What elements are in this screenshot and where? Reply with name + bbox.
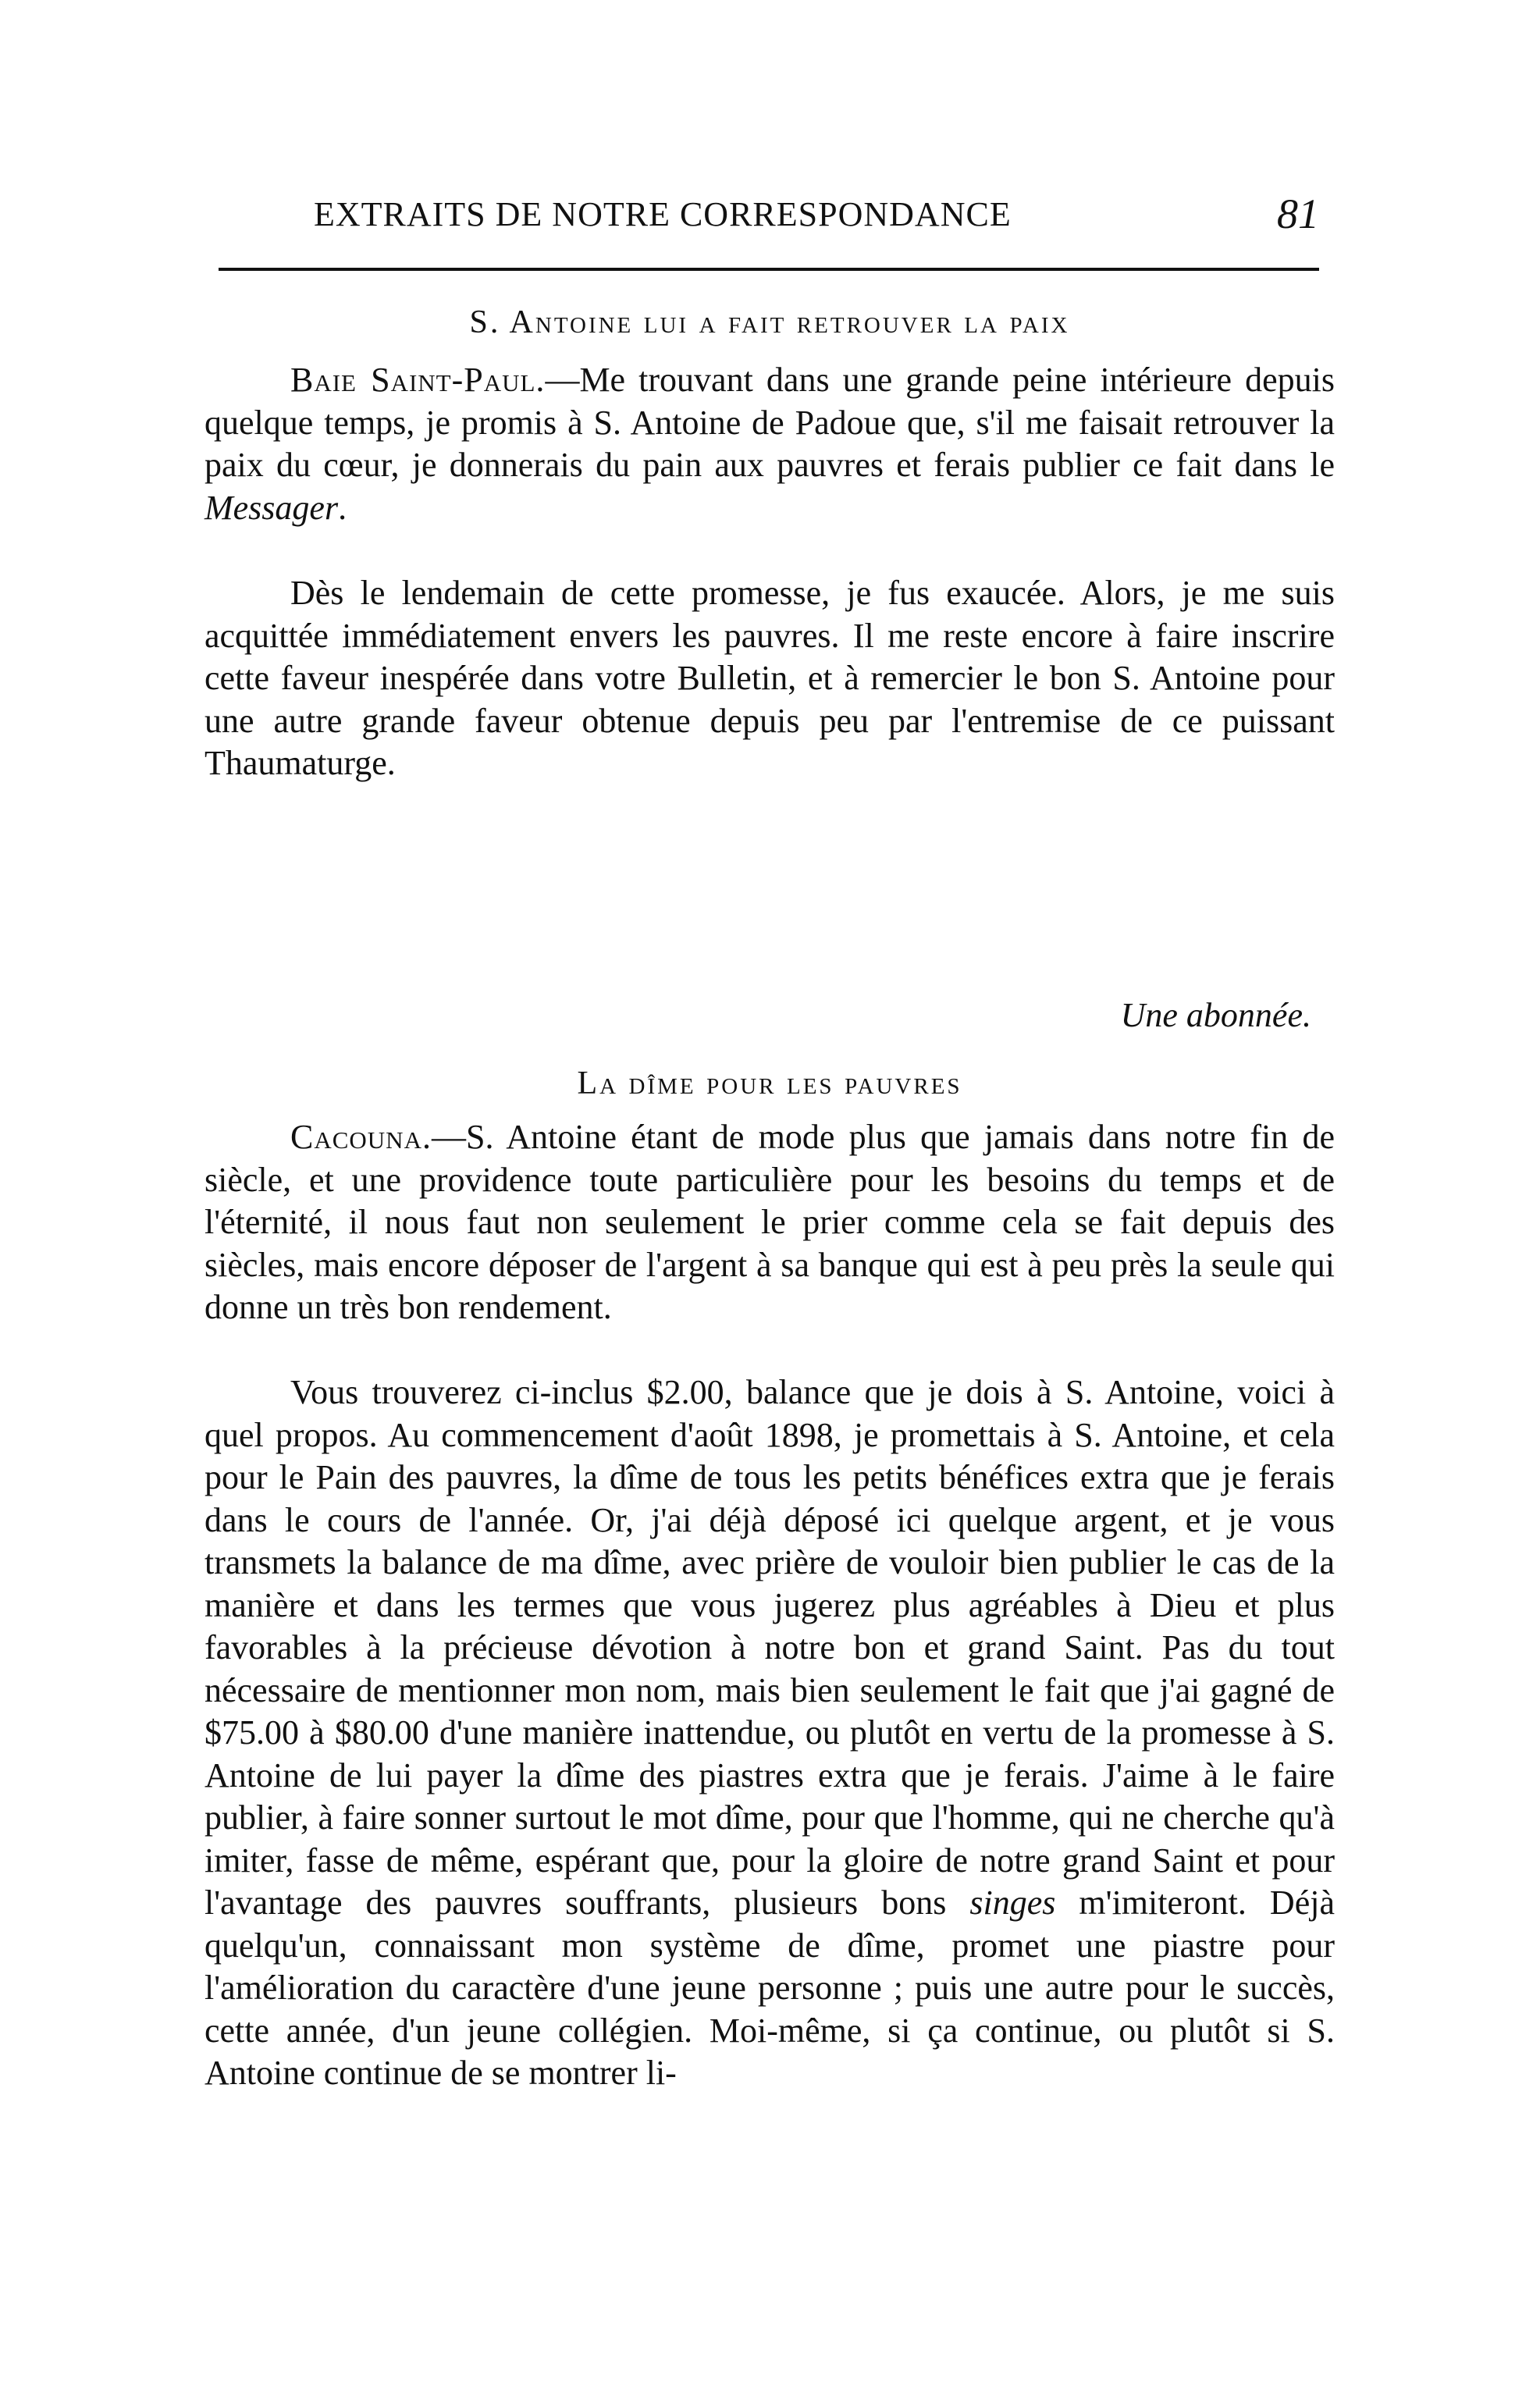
paragraph-text: Vous trouverez ci-inclus $2.00, balance que je dois à S. Antoine, voici à quel propos. Au commencement d'août 1898, je promettais à S. Antoine, et cela pour le Pain des pauvres, la dîme de tous les petits bénéfices extra que je ferais dans le cours de l'année. Or, j'ai déjà déposé ici quelque argent, et je vous transmets la balance de ma dîme, avec prière de vouloir bien publier le cas de la manière et dans les termes que vous jugerez plus agréables à Dieu et plus favorables à la précieuse dévotion à notre bon et grand Saint. Pas du tout nécessaire de mentionner mon nom, mais bien seulement le fait que j'ai gagné de $75.00 à $80.00 d'une manière inattendue, ou plutôt en vertu de la promesse à S. Antoine de lui payer la dîme des piastres extra que je ferais. J'aime à le faire publier, à faire sonner surtout le mot dîme, pour que l'homme, qui ne cherche qu'à imiter, fasse de même, espérant que, pour la gloire de notre grand Saint et pour l'avantage des pauvres souffrants, plusieurs bons [205, 1373, 1335, 1922]
section-heading: La dîme pour les pauvres [577, 1065, 962, 1101]
section-heading: S. Antoine lui a fait retrouver la paix [469, 304, 1070, 340]
place-name: Cacouna. [290, 1118, 432, 1156]
signature: Une abonnée. [1120, 996, 1311, 1034]
paragraph [205, 359, 1335, 529]
paragraph-tail: . [338, 488, 347, 527]
running-title: EXTRAITS DE NOTRE CORRESPONDANCE [314, 195, 1012, 233]
paragraph-text: —S. Antoine étant de mode plus que jamais dans notre fin de siècle, et une providence toute particulière pour les besoins du temps et de l'éternité, il nous faut non seulement le prier comme cela se fait depuis des siècles, mais encore déposer de l'argent à sa banque qui est à peu près la seule qui donne un très bon rendement. [205, 1118, 1335, 1326]
running-header [205, 183, 1335, 246]
book-page [205, 183, 1335, 2092]
page-number: 81 [1277, 190, 1319, 237]
header-rule [219, 268, 1319, 271]
place-name: Baie Saint-Paul. [290, 361, 546, 399]
italic-title: Messager [205, 488, 339, 527]
italic-word: singes [969, 1883, 1056, 1922]
paragraph-text: m'imiteront. Déjà quelqu'un, connaissant mon système de dîme, promet une piastre pour l'amélioration du caractère d'une jeune personne ; puis une autre pour le succès, cette année, d'un jeune collégien. Moi-même, si ça continue, ou plutôt si S. Antoine continue de se montrer li- [205, 1883, 1335, 2092]
paragraph [205, 1116, 1335, 1329]
paragraph: Dès le lendemain de cette promesse, je fus exaucée. Alors, je me suis acquittée immédiatement envers les pauvres. Il me reste encore à faire inscrire cette faveur inespérée dans votre Bulletin, et à remercier le bon S. Antoine pour une autre grande faveur obtenue depuis peu par l'entremise de ce puissant Thaumaturge. [205, 574, 1335, 782]
paragraph [205, 1371, 1335, 2095]
paragraph-text: —Me trouvant dans une grande peine intérieure depuis quelque temps, je promis à S. Antoine de Padoue que, s'il me faisait retrouver la paix du cœur, je donnerais du pain aux pauvres et ferais publier ce fait dans le [205, 361, 1335, 484]
